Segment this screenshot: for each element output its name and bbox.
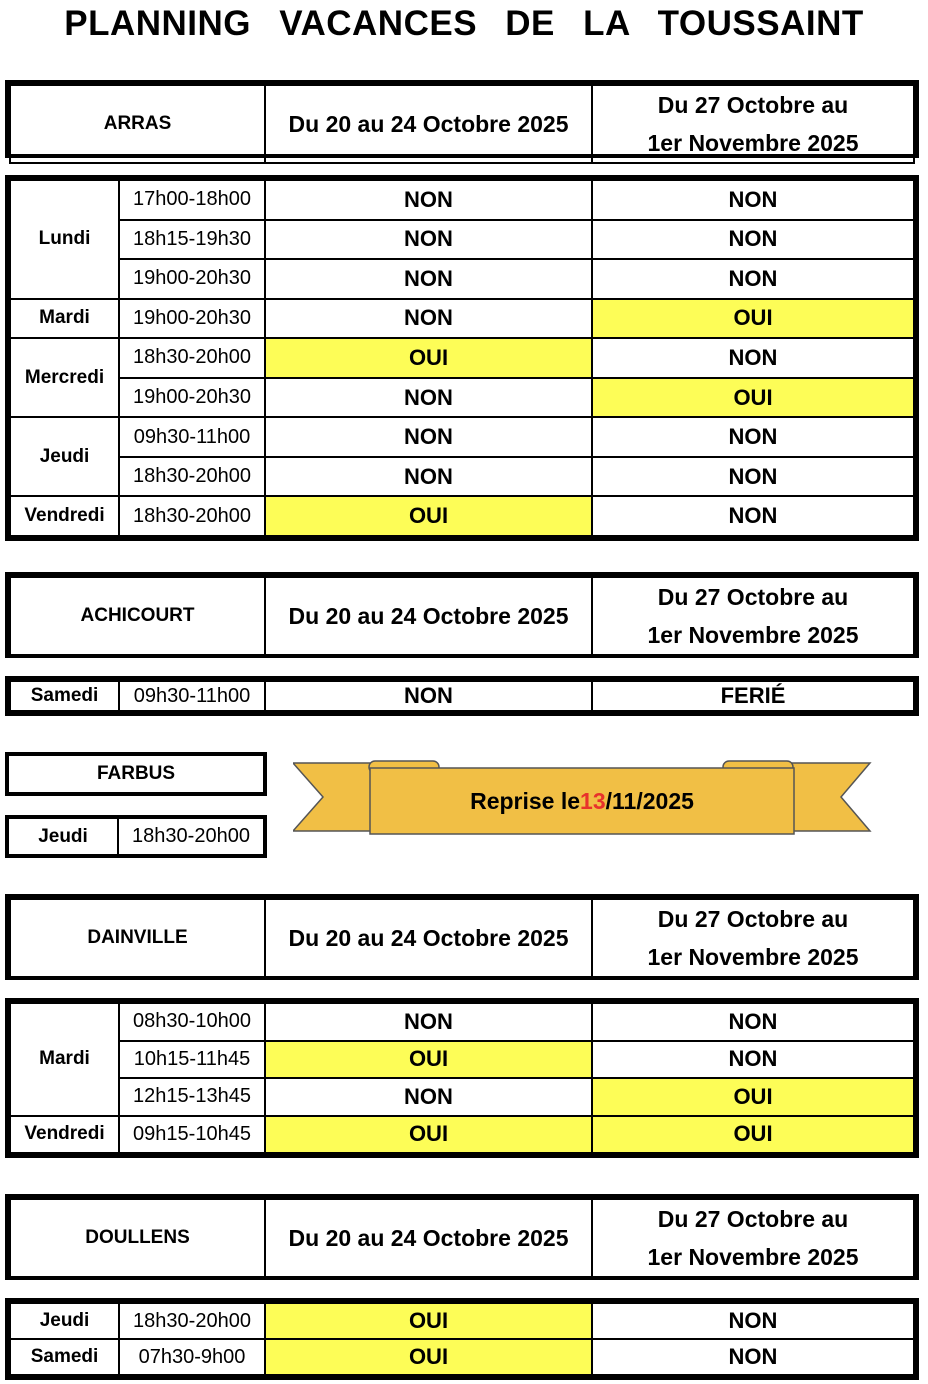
period-2-header: Du 27 Octobre au 1er Novembre 2025	[592, 577, 914, 655]
reprise-date-text: Reprise le 13 /11/2025	[470, 787, 694, 814]
day-label: Mardi	[10, 299, 119, 339]
day-label: Jeudi	[9, 819, 118, 854]
status-cell: NON	[592, 1003, 914, 1041]
table-row	[10, 1116, 914, 1154]
status-cell: NON	[592, 417, 914, 457]
status-cell: FERIÉ	[592, 681, 914, 711]
time-slot: 18h30-20h00	[119, 1303, 265, 1339]
day-label: Vendredi	[10, 1116, 119, 1154]
status-cell: NON	[265, 180, 592, 220]
status-cell: NON	[592, 220, 914, 260]
status-cell: NON	[592, 1041, 914, 1079]
time-slot: 09h30-11h00	[119, 417, 265, 457]
farbus-header	[5, 752, 267, 796]
status-cell: OUI	[265, 496, 592, 536]
status-cell: NON	[592, 496, 914, 536]
time-slot: 19h00-20h30	[119, 378, 265, 418]
time-slot: 07h30-9h00	[119, 1339, 265, 1375]
time-slot: 18h15-19h30	[119, 220, 265, 260]
status-cell: OUI	[592, 1078, 914, 1116]
table-row	[10, 338, 914, 378]
table-row	[10, 1003, 914, 1041]
status-cell: NON	[265, 378, 592, 418]
page-title: PLANNING VACANCES DE LA TOUSSAINT	[64, 4, 864, 43]
status-cell: OUI	[592, 378, 914, 418]
period-2-header: Du 27 Octobre au 1er Novembre 2025	[592, 1199, 914, 1277]
day-label: Mercredi	[10, 338, 119, 417]
time-slot: 19h00-20h30	[119, 299, 265, 339]
status-cell: NON	[265, 457, 592, 497]
status-cell: OUI	[265, 1041, 592, 1079]
status-cell: NON	[592, 457, 914, 497]
status-cell: NON	[265, 417, 592, 457]
time-slot: 17h00-18h00	[119, 180, 265, 220]
time-slot: 10h15-11h45	[119, 1041, 265, 1079]
table-row	[10, 457, 914, 497]
doullens-header	[5, 1194, 919, 1280]
status-cell: NON	[592, 1339, 914, 1375]
table-row	[10, 1339, 914, 1375]
day-label: Jeudi	[10, 1303, 119, 1339]
day-label: Lundi	[10, 180, 119, 299]
day-label: Samedi	[10, 681, 119, 711]
period-1-header: Du 20 au 24 Octobre 2025	[265, 1199, 592, 1277]
time-slot: 18h30-20h00	[119, 457, 265, 497]
status-cell: OUI	[592, 1116, 914, 1154]
status-cell: NON	[592, 1303, 914, 1339]
dainville-header	[5, 894, 919, 980]
achicourt-name: ACHICOURT	[10, 577, 265, 655]
period-2-header: Du 27 Octobre au 1er Novembre 2025	[592, 899, 914, 977]
status-cell: OUI	[265, 338, 592, 378]
doullens-name: DOULLENS	[10, 1199, 265, 1277]
time-slot: 09h30-11h00	[119, 681, 265, 711]
arras-schedule	[5, 175, 919, 541]
status-cell: NON	[265, 259, 592, 299]
period-1-header: Du 20 au 24 Octobre 2025	[265, 577, 592, 655]
status-cell: NON	[265, 1003, 592, 1041]
farbus-name: FARBUS	[96, 763, 176, 784]
table-row	[10, 496, 914, 536]
status-cell: NON	[592, 259, 914, 299]
status-cell: NON	[592, 338, 914, 378]
arras-name: ARRAS	[10, 85, 265, 163]
table-row	[9, 819, 263, 854]
status-cell: NON	[265, 299, 592, 339]
time-slot: 18h30-20h00	[118, 819, 263, 854]
day-label: Jeudi	[10, 417, 119, 496]
status-cell: NON	[265, 681, 592, 711]
time-slot: 12h15-13h45	[119, 1078, 265, 1116]
status-cell: NON	[592, 180, 914, 220]
dainville-schedule	[5, 998, 919, 1158]
achicourt-header	[5, 572, 919, 658]
farbus-schedule	[5, 815, 267, 858]
time-slot: 18h30-20h00	[119, 496, 265, 536]
doullens-schedule	[5, 1298, 919, 1380]
table-row	[10, 220, 914, 260]
period-1-header: Du 20 au 24 Octobre 2025	[265, 85, 592, 163]
achicourt-schedule	[5, 676, 919, 716]
status-cell: OUI	[265, 1303, 592, 1339]
status-cell: OUI	[265, 1339, 592, 1375]
table-row	[10, 259, 914, 299]
time-slot: 09h15-10h45	[119, 1116, 265, 1154]
time-slot: 19h00-20h30	[119, 259, 265, 299]
table-row	[10, 417, 914, 457]
time-slot: 18h30-20h00	[119, 338, 265, 378]
day-label: Vendredi	[10, 496, 119, 536]
table-row	[10, 299, 914, 339]
table-row	[10, 1078, 914, 1116]
table-row	[10, 378, 914, 418]
table-row	[10, 1303, 914, 1339]
time-slot: 08h30-10h00	[119, 1003, 265, 1041]
day-label: Samedi	[10, 1339, 119, 1375]
period-2-header: Du 27 Octobre au 1er Novembre 2025	[592, 85, 914, 163]
status-cell: NON	[265, 220, 592, 260]
table-row	[10, 180, 914, 220]
period-1-header: Du 20 au 24 Octobre 2025	[265, 899, 592, 977]
status-cell: OUI	[592, 299, 914, 339]
status-cell: OUI	[265, 1116, 592, 1154]
arras-header	[5, 80, 919, 158]
table-row	[10, 681, 914, 711]
status-cell: NON	[265, 1078, 592, 1116]
dainville-name: DAINVILLE	[10, 899, 265, 977]
day-label: Mardi	[10, 1003, 119, 1116]
table-row	[10, 1041, 914, 1079]
